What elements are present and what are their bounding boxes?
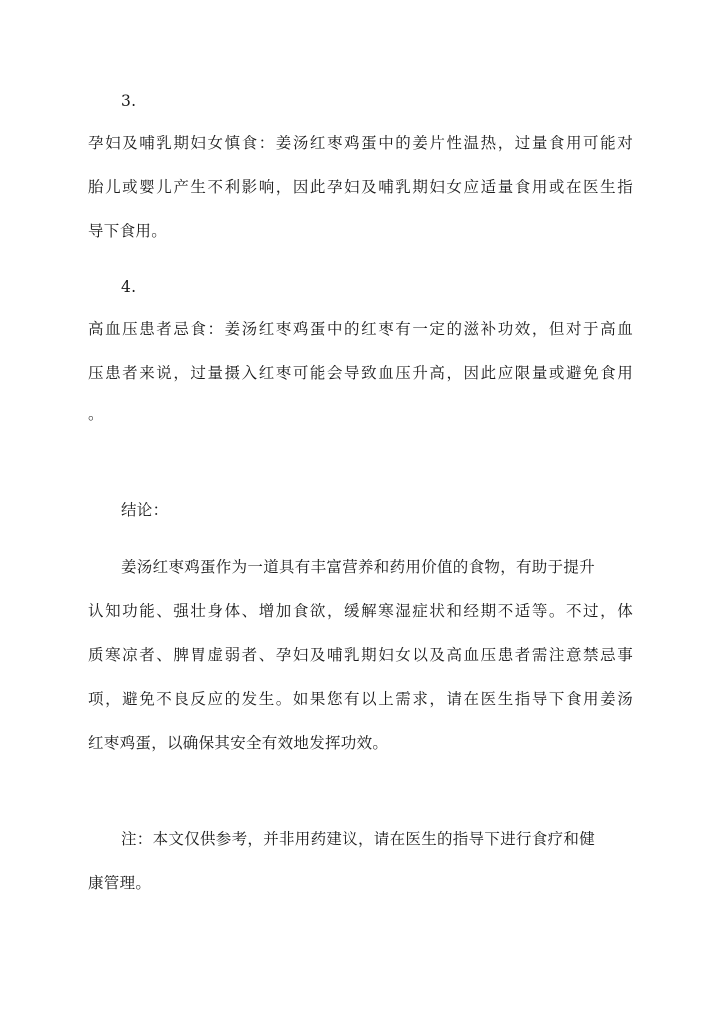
conclusion-line-2: 认知功能、强壮身体、增加食欲，缓解寒湿症状和经期不适等。不过，体 <box>88 602 633 620</box>
item-4-line-3: 。 <box>88 405 104 423</box>
item-3-number: 3. <box>121 92 137 110</box>
conclusion-line-4: 项，避免不良反应的发生。如果您有以上需求，请在医生指导下食用姜汤 <box>88 690 633 708</box>
conclusion-heading: 结论： <box>121 501 169 519</box>
note-line-1: 注：本文仅供参考，并非用药建议，请在医生的指导下进行食疗和健 <box>121 830 596 848</box>
item-4-line-2: 压患者来说，过量摄入红枣可能会导致血压升高，因此应限量或避免食用 <box>88 364 633 382</box>
item-3-line-3: 导下食用。 <box>88 222 168 240</box>
item-4-line-1: 高血压患者忌食：姜汤红枣鸡蛋中的红枣有一定的滋补功效，但对于高血 <box>88 320 633 338</box>
conclusion-line-5: 红枣鸡蛋，以确保其安全有效地发挥功效。 <box>88 734 389 752</box>
note-line-2: 康管理。 <box>88 874 152 892</box>
conclusion-line-3: 质寒凉者、脾胃虚弱者、孕妇及哺乳期妇女以及高血压患者需注意禁忌事 <box>88 646 633 664</box>
item-3-line-2: 胎儿或婴儿产生不利影响，因此孕妇及哺乳期妇女应适量食用或在医生指 <box>88 178 633 196</box>
item-3-line-1: 孕妇及哺乳期妇女慎食：姜汤红枣鸡蛋中的姜片性温热，过量食用可能对 <box>88 134 633 152</box>
item-4-number: 4. <box>121 278 137 296</box>
conclusion-line-1: 姜汤红枣鸡蛋作为一道具有丰富营养和药用价值的食物，有助于提升 <box>121 558 596 576</box>
